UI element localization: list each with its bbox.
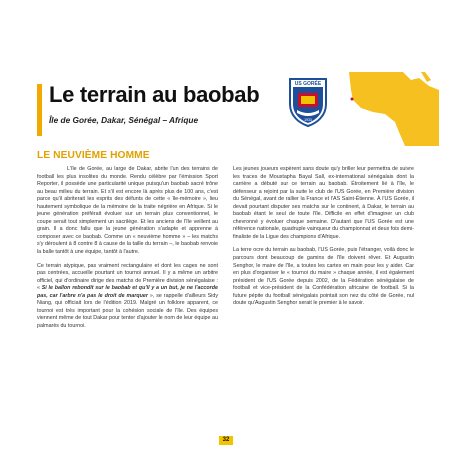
right-column: [233, 166, 414, 314]
right-paragraph-2: La terre ocre du terrain au baobab, l'US Gorée, puis l'étranger, voilà donc le parcours dont beaucoup de gamins de l'île doivent rêver. Et Augustin Senghor, le maire de l'île, a toutes les cartes en main pour les y aider. Car en plus d'organiser le « tournoi du maire » chaque année, il est également président de l'US Gorée depuis 2002, de la Fédération sénégalaise de football et vice-président de la Confédération africaine de football. Si la future pépite du football sénégalais pointait son nez du côté de Gorée, nul doute qu'Augustin Senghor serait le premier à le savoir.: [233, 247, 414, 307]
page-title: Le terrain au baobab: [49, 82, 260, 107]
map-location-marker: [351, 98, 354, 101]
section-heading: LE NEUVIÈME HOMME: [37, 150, 150, 161]
quote-text: Si le ballon rebondit sur le baobab et qu'il y a un but, je ne l'accorde pas, car l'arbre n'a pas le droit de marquer: [37, 285, 218, 299]
club-crest-icon: [287, 76, 329, 128]
crest-bottom-text: 1933: [304, 118, 312, 122]
page-subtitle: Île de Gorée, Dakar, Sénégal – Afrique: [49, 115, 199, 125]
page-number: 32: [219, 436, 233, 445]
crest-top-text: US GORÉE: [294, 81, 322, 87]
right-paragraph-1: Les jeunes joueurs espèrent sans doute qu'y briller leur permettra de suivre les traces de Moustapha Bayal Sall, ex-international sénégalais dont la carrière a débuté sur ce terrain au baobab. Étroitement lié à l'île, le défenseur a rejoint par la suite le club de l'US Gorée, en Première division du Sénégal, avant de rallier la France et l'AS Saint-Étienne. À l'US Gorée, il devait pourtant disputer ses matchs sur le continent, à Dakar, le terrain au baobab étant le seul de toute l'île. Difficile en effet d'imaginer un club chevronné y évoluer chaque semaine. D'autant que l'US Gorée est une référence nationale, quadruple vainqueur du championnat et deux fois demi-finaliste de la Ligue des champions d'Afrique.: [233, 166, 414, 240]
left-paragraph-1: L'île de Gorée, au large de Dakar, abrite l'un des terrains de football les plus insolites du monde. Rendu célèbre par l'émission Sport Reporter, il possède une particularité unique puisqu'un baobab sacré trône au beau milieu du terrain. Et s'il est encore là après plus de 100 ans, c'est parce qu'il abriterait les esprits des défunts de cette « île-mémoire », lieu hautement symbolique de la mémoire de la traite négrière en Afrique. Si le jeune génération préférait évoluer sur un terrain plus conventionnel, le coupe serait tout simplement un sacrilège. Et les anciens de l'île veillent au grain. Il a donc fallu que la jeune génération s'adapte et apprenne à composer avec ce baobab. Comme un « neuvième homme » – les matchs s'y déroulent à 8 contre 8 à cause de la taille du terrain –, le baobab renvoie la balle tantôt à une équipe, tantôt à l'autre.: [37, 166, 218, 256]
left-column: [37, 166, 218, 336]
title-accent-bar: [37, 84, 42, 136]
africa-map-icon: [339, 72, 439, 146]
left-paragraph-2: Ce terrain atypique, pas vraiment rectangulaire et dont les cages ne sont pas centrées, accueille pourtant un tournoi annuel. Il y a même un arbitre officiel, qui d'ordinaire dirige des matchs de Première division sénégalaise : « Si le ballon rebondit sur le baobab et qu'il y a un but, je ne l'accorde pas, car l'arbre n'a pas le droit de marquer », se rappelle d'ailleurs Sidy Niang, qui officiait lors de l'édition 2019. Malgré un folklore apparent, ce tournoi est très important pour la cohésion sociale de l'île. Des équipes viennent même de tout Dakar pour tenter d'ajouter le nom de leur équipe au palmarès du tournoi.: [37, 262, 218, 329]
